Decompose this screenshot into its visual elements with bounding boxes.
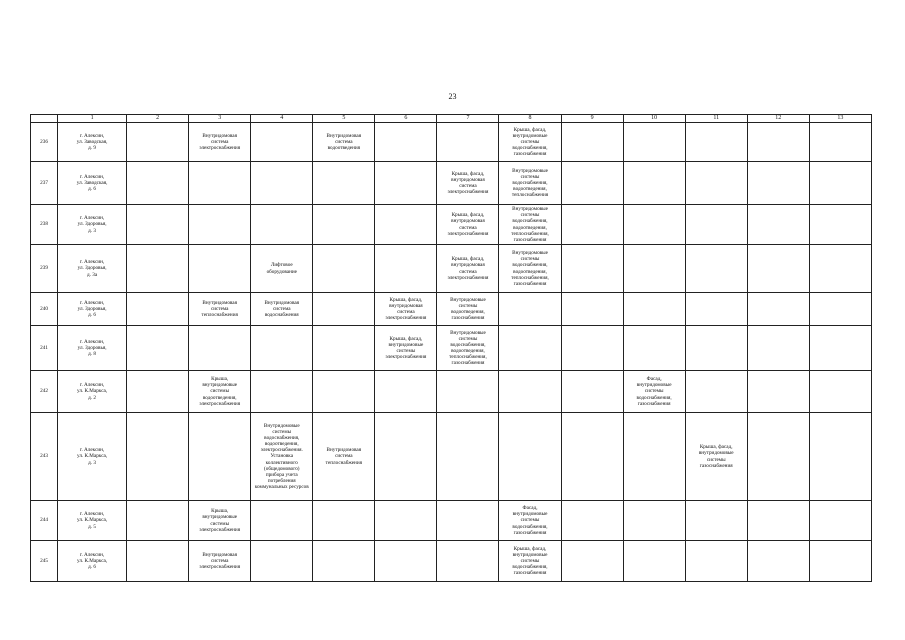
address-cell: г. Алексин, ул. Здоровья, д. 8 xyxy=(58,326,127,371)
column-header: 7 xyxy=(437,115,499,123)
table-cell xyxy=(499,326,561,371)
table-cell xyxy=(313,541,375,582)
table-cell: Внутридомовые системы водоснабжения, водоотведения, теплоснабжения xyxy=(499,162,561,205)
table-cell xyxy=(809,162,871,205)
table-cell xyxy=(747,205,809,245)
table-cell: Внутридомовая система теплоснабжения xyxy=(189,293,251,326)
table-row xyxy=(31,501,872,541)
table-cell xyxy=(251,205,313,245)
table-cell xyxy=(561,162,623,205)
table-cell xyxy=(127,413,189,501)
address-cell: г. Алексин, ул. Здоровья, д. 3а xyxy=(58,245,127,293)
table-cell xyxy=(623,326,685,371)
column-header: 12 xyxy=(747,115,809,123)
table-cell xyxy=(313,326,375,371)
table-cell xyxy=(313,162,375,205)
table-cell xyxy=(561,413,623,501)
column-header: 11 xyxy=(685,115,747,123)
table-cell xyxy=(127,501,189,541)
table-cell xyxy=(127,371,189,413)
header-row xyxy=(31,115,872,123)
table-cell xyxy=(685,326,747,371)
table-cell xyxy=(375,162,437,205)
table-cell xyxy=(623,123,685,162)
table-cell xyxy=(561,123,623,162)
table-cell xyxy=(809,541,871,582)
table-cell xyxy=(499,371,561,413)
table-cell xyxy=(127,205,189,245)
table-cell xyxy=(375,541,437,582)
row-number-cell: 245 xyxy=(31,541,58,582)
table-cell xyxy=(685,205,747,245)
table-cell: Внутридомовая система теплоснабжения xyxy=(313,413,375,501)
table-cell xyxy=(685,541,747,582)
table-cell xyxy=(375,245,437,293)
table-cell xyxy=(809,326,871,371)
table-cell xyxy=(437,541,499,582)
address-cell: г. Алексин, ул. Заводская, д. 9 xyxy=(58,123,127,162)
table-cell xyxy=(685,501,747,541)
table-row xyxy=(31,326,872,371)
table-cell xyxy=(189,205,251,245)
table-cell xyxy=(623,245,685,293)
table-cell xyxy=(623,413,685,501)
table-cell: Внутридомовые системы водоснабжения, водоотведения, теплоснабжения, газоснабжения xyxy=(437,326,499,371)
table-cell xyxy=(127,541,189,582)
table-cell xyxy=(623,541,685,582)
address-cell: г. Алексин, ул. К.Маркса, д. 6 xyxy=(58,541,127,582)
table-cell xyxy=(561,371,623,413)
table-cell: Внутридомовые системы водоснабжения, водоотведения, теплоснабжения, газоснабжения xyxy=(499,205,561,245)
table-cell: Крыша, фасад, внутридомовая система электроснабжения xyxy=(375,293,437,326)
table-cell xyxy=(685,162,747,205)
table-cell xyxy=(747,326,809,371)
table-cell xyxy=(437,501,499,541)
table-cell xyxy=(189,413,251,501)
table-cell: Внутридомовые системы водоснабжения, водоотведения, теплоснабжения, газоснабжения xyxy=(499,245,561,293)
table-cell xyxy=(809,205,871,245)
table-cell: Крыша, фасад, внутридомовая система электроснабжения xyxy=(437,162,499,205)
table-cell xyxy=(499,413,561,501)
row-number-cell: 239 xyxy=(31,245,58,293)
table-cell xyxy=(251,541,313,582)
column-header: 9 xyxy=(561,115,623,123)
table-cell: Лифтовое оборудование xyxy=(251,245,313,293)
table-cell: Крыша, фасад, внутридомовая система электроснабжения xyxy=(437,205,499,245)
row-number-cell: 237 xyxy=(31,162,58,205)
table-cell xyxy=(127,162,189,205)
table-cell xyxy=(809,123,871,162)
table-cell xyxy=(313,293,375,326)
table-cell xyxy=(375,501,437,541)
table-row xyxy=(31,541,872,582)
table-cell: Крыша, фасад, внутридомовые системы газоснабжения xyxy=(685,413,747,501)
table-cell xyxy=(685,123,747,162)
table-cell: Крыша, фасад, внутридомовые системы электроснабжения xyxy=(375,326,437,371)
table-cell: Внутридомовая система электроснабжения xyxy=(189,541,251,582)
table-cell: Крыша, внутридомовые системы водоотведения, электроснабжения xyxy=(189,371,251,413)
table-row xyxy=(31,413,872,501)
table-cell xyxy=(561,326,623,371)
table-cell: Крыша, фасад, внутридомовая система электроснабжения xyxy=(437,245,499,293)
table-cell xyxy=(809,371,871,413)
table-cell: Фасад, внутридомовые системы водоснабжения, газоснабжения xyxy=(499,501,561,541)
row-number-cell: 236 xyxy=(31,123,58,162)
table-cell xyxy=(251,326,313,371)
table-row xyxy=(31,205,872,245)
address-cell: г. Алексин, ул. К.Маркса, д. 5 xyxy=(58,501,127,541)
table-row xyxy=(31,123,872,162)
table-cell xyxy=(561,205,623,245)
table-cell xyxy=(375,371,437,413)
table-cell xyxy=(747,293,809,326)
row-number-cell: 242 xyxy=(31,371,58,413)
table-cell xyxy=(313,245,375,293)
table-cell xyxy=(561,245,623,293)
table-cell xyxy=(623,205,685,245)
table-cell xyxy=(189,326,251,371)
table-cell xyxy=(685,371,747,413)
table-cell xyxy=(189,162,251,205)
column-header: 10 xyxy=(623,115,685,123)
table-cell xyxy=(809,293,871,326)
address-cell: г. Алексин, ул. Здоровья, д. 3 xyxy=(58,205,127,245)
table-cell xyxy=(623,293,685,326)
table-cell xyxy=(313,371,375,413)
row-number-cell: 244 xyxy=(31,501,58,541)
table-cell xyxy=(809,245,871,293)
table-cell xyxy=(747,371,809,413)
table-cell xyxy=(623,162,685,205)
table-cell xyxy=(623,501,685,541)
column-header: 5 xyxy=(313,115,375,123)
table-cell xyxy=(189,245,251,293)
table-cell: Внутридомовая система электроснабжения xyxy=(189,123,251,162)
address-cell: г. Алексин, ул. Здоровья, д. 6 xyxy=(58,293,127,326)
row-number-cell: 238 xyxy=(31,205,58,245)
column-header: 3 xyxy=(189,115,251,123)
column-header: 8 xyxy=(499,115,561,123)
table-cell xyxy=(809,501,871,541)
table-body xyxy=(31,123,872,582)
page-number: 23 xyxy=(448,92,457,101)
table-cell: Внутридомовые системы водоотведения, газоснабжения xyxy=(437,293,499,326)
row-number-cell: 243 xyxy=(31,413,58,501)
table-cell xyxy=(127,245,189,293)
address-cell: г. Алексин, ул. Заводская, д. 6 xyxy=(58,162,127,205)
table-cell xyxy=(251,162,313,205)
column-header: 13 xyxy=(809,115,871,123)
table-cell xyxy=(251,501,313,541)
table-cell xyxy=(561,541,623,582)
table-cell xyxy=(375,413,437,501)
table-cell xyxy=(437,123,499,162)
table-row xyxy=(31,245,872,293)
table-cell: Внутридомовая система водоотведения xyxy=(313,123,375,162)
row-number-cell: 240 xyxy=(31,293,58,326)
table-cell xyxy=(251,371,313,413)
table-cell xyxy=(499,293,561,326)
table-cell xyxy=(747,501,809,541)
table-row xyxy=(31,293,872,326)
column-header xyxy=(31,115,58,123)
table-cell xyxy=(313,501,375,541)
table-cell xyxy=(251,123,313,162)
table-cell: Фасад, внутридомовые системы водоснабжения, газоснабжения xyxy=(623,371,685,413)
table-cell xyxy=(127,293,189,326)
column-header: 1 xyxy=(58,115,127,123)
table-cell xyxy=(685,293,747,326)
table-cell: Крыша, внутридомовые системы электроснабжения xyxy=(189,501,251,541)
table-cell xyxy=(127,326,189,371)
table-cell: Внутридомовые системы водоснабжения, водоотведения, электроснабжения. Установка коллективного (общедомового) прибора учета потребления коммунальных ресурсов xyxy=(251,413,313,501)
table-cell: Крыша, фасад, внутридомовые системы водоснабжения, газоснабжения xyxy=(499,541,561,582)
table-cell xyxy=(561,293,623,326)
table-cell xyxy=(747,123,809,162)
table-row xyxy=(31,162,872,205)
table-cell xyxy=(809,413,871,501)
table-cell xyxy=(375,123,437,162)
column-header: 4 xyxy=(251,115,313,123)
table-row xyxy=(31,371,872,413)
table-cell xyxy=(685,245,747,293)
table-cell xyxy=(437,413,499,501)
table-cell xyxy=(747,245,809,293)
table-cell xyxy=(127,123,189,162)
address-cell: г. Алексин, ул. К.Маркса, д. 2 xyxy=(58,371,127,413)
row-number-cell: 241 xyxy=(31,326,58,371)
address-cell: г. Алексин, ул. К.Маркса, д. 3 xyxy=(58,413,127,501)
table-cell xyxy=(747,413,809,501)
table-cell xyxy=(747,541,809,582)
table-cell xyxy=(437,371,499,413)
table-cell xyxy=(561,501,623,541)
column-header: 6 xyxy=(375,115,437,123)
table-cell: Крыша, фасад, внутридомовые системы водоснабжения, газоснабжения xyxy=(499,123,561,162)
table-cell: Внутридомовая система водоснабжения xyxy=(251,293,313,326)
capital-repair-table xyxy=(30,114,872,582)
table-cell xyxy=(313,205,375,245)
table-cell xyxy=(375,205,437,245)
column-header: 2 xyxy=(127,115,189,123)
table-cell xyxy=(747,162,809,205)
